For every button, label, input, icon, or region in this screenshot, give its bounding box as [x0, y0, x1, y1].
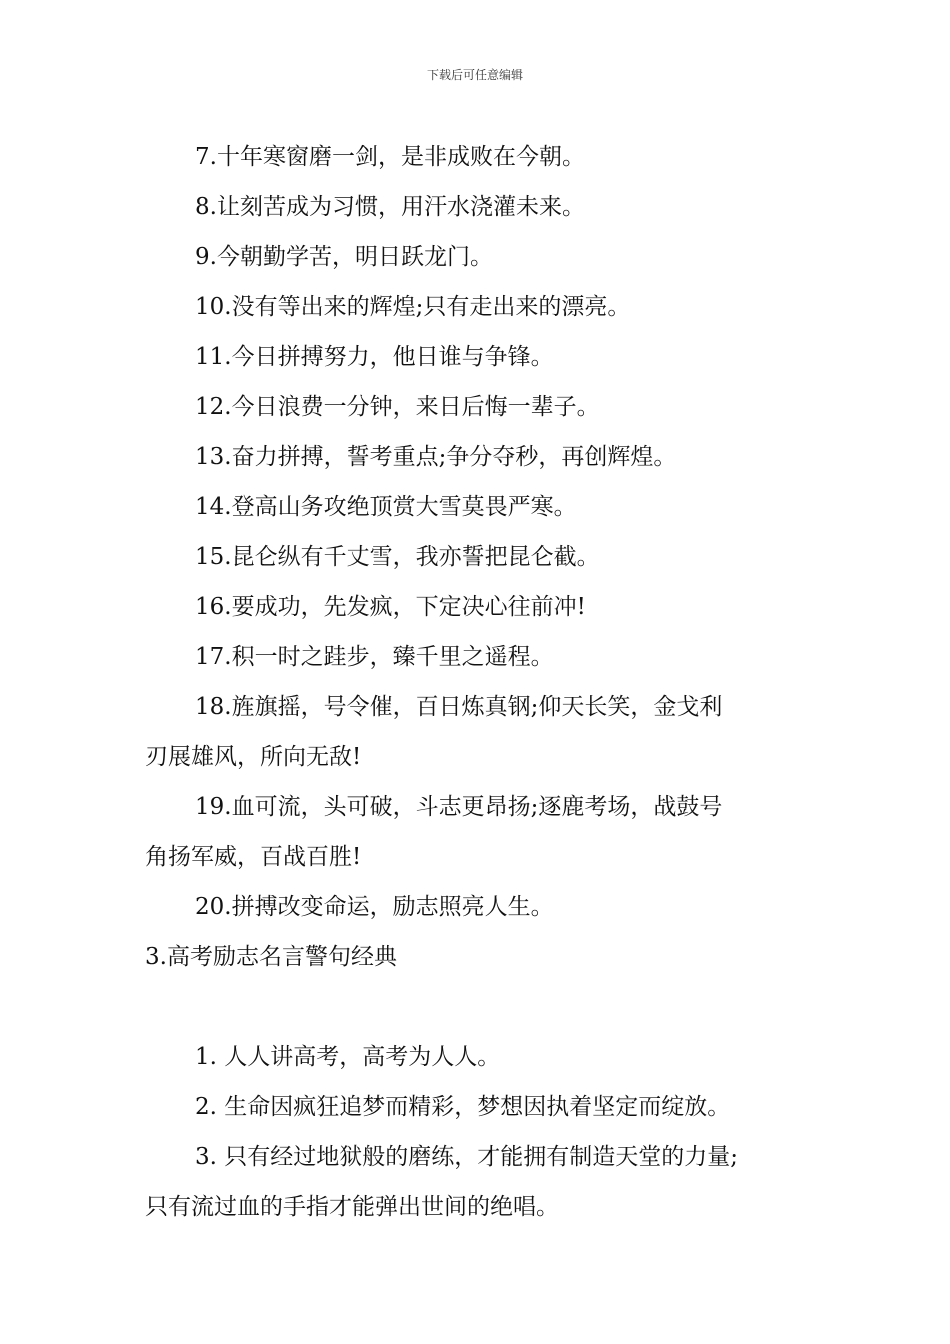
list-item: 19.血可流，头可破，斗志更昂扬;逐鹿考场，战鼓号 [195, 794, 723, 820]
list-item: 9.今朝勤学苦，明日跃龙门。 [195, 244, 493, 270]
list-item: 16.要成功，先发疯，下定决心往前冲! [195, 594, 586, 620]
list-item: 20.拼搏改变命运，励志照亮人生。 [195, 894, 554, 920]
list-item: 1. 人人讲高考，高考为人人。 [195, 1044, 501, 1070]
list-item: 12.今日浪费一分钟，来日后悔一辈子。 [195, 394, 600, 420]
document-body [145, 132, 825, 1232]
list-item: 8.让刻苦成为习惯，用汗水浇灌未来。 [195, 194, 585, 220]
list-item-continuation: 角扬军威，百战百胜! [145, 844, 362, 870]
spacer [145, 982, 825, 1032]
list-item-continuation: 只有流过血的手指才能弹出世间的绝唱。 [145, 1194, 559, 1220]
list-item: 11.今日拼搏努力，他日谁与争锋。 [195, 344, 554, 370]
section-heading: 3.高考励志名言警句经典 [145, 944, 397, 970]
list-item: 18.旌旗摇，号令催，百日炼真钢;仰天长笑，金戈利 [195, 694, 723, 720]
list-item: 14.登高山务攻绝顶赏大雪莫畏严寒。 [195, 494, 577, 520]
list-item: 13.奋力拼搏，誓考重点;争分夺秒，再创辉煌。 [195, 444, 677, 470]
list-item-continuation: 刃展雄风，所向无敌! [145, 744, 362, 770]
list-item: 10.没有等出来的辉煌;只有走出来的漂亮。 [195, 294, 631, 320]
list-item: 2. 生命因疯狂追梦而精彩，梦想因执着坚定而绽放。 [195, 1094, 731, 1120]
list-item: 17.积一时之跬步，臻千里之遥程。 [195, 644, 554, 670]
list-item: 7.十年寒窗磨一剑，是非成败在今朝。 [195, 144, 585, 170]
list-item: 3. 只有经过地狱般的磨练，才能拥有制造天堂的力量; [195, 1144, 739, 1170]
list-item: 15.昆仑纵有千丈雪，我亦誓把昆仑截。 [195, 544, 600, 570]
page-header: 下载后可任意编辑 [426, 68, 523, 82]
